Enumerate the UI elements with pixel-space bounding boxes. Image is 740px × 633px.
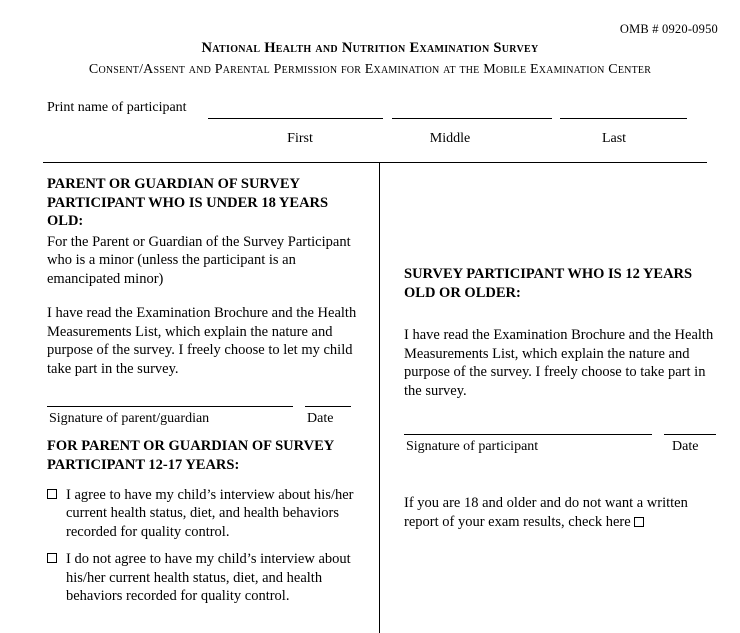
label-last: Last [601,131,627,146]
participant-date-label: Date [672,439,699,455]
parent-guardian-heading: PARENT OR GUARDIAN OF SURVEY PARTICIPANT WHO IS UNDER 18 YEARS OLD: [47,176,329,230]
omb-number: OMB # 0920-0950 [619,22,718,36]
name-column-labels [47,131,707,151]
name-field-middle[interactable] [392,118,552,119]
parent-date-label: Date [307,411,334,427]
checkbox-no-report-icon[interactable] [634,517,644,527]
participant-heading: SURVEY PARTICIPANT WHO IS 12 YEARS OLD OR OLDER: [404,266,693,301]
participant-signature-line[interactable] [404,434,652,435]
participant-section [404,265,716,531]
agree-recording-label: I agree to have my child’s interview about his/her current health status, diet, and health behaviors recorded for quality control. [66,486,354,540]
participant-name-row [47,100,707,124]
participant-consent-text: I have read the Examination Brochure and the Health Measurements List, which explain the nature and purpose of the survey. I freely choose to take part in the survey. [404,327,714,399]
participant-name-label: Print name of participant [47,100,187,115]
parent-guardian-consent-text: I have read the Examination Brochure and the Health Measurements List, which explain the nature and purpose of the survey. I freely choose to let my child take part in the survey. [47,305,357,377]
label-first: First [287,131,313,146]
page-subtitle: Consent/Assent and Parental Permission for Examination at the Mobile Examination Center [88,62,652,77]
participant-date-line[interactable] [664,434,716,435]
name-field-last[interactable] [560,118,687,119]
disagree-recording-option[interactable] [47,550,359,606]
disagree-recording-label: I do not agree to have my child’s interview about his/her current health status, diet, and health behaviors recorded for quality control. [66,551,351,605]
page-title: National Health and Nutrition Examination Survey [201,40,539,56]
participant-signature-row [404,422,716,456]
written-report-label: If you are 18 and older and do not want a written report of your exam results, check here [404,495,688,530]
parent-signature-row [47,394,359,428]
name-field-first[interactable] [208,118,383,119]
written-report-option[interactable] [404,494,716,531]
checkbox-agree-icon[interactable] [47,489,57,499]
participant-signature-label: Signature of participant [406,439,539,455]
parent-signature-label: Signature of parent/guardian [49,411,210,427]
parent-12-17-heading: FOR PARENT OR GUARDIAN OF SURVEY PARTICIPANT 12-17 YEARS: [47,438,334,474]
parent-guardian-section [47,175,359,606]
label-middle: Middle [429,131,471,146]
parent-date-line[interactable] [305,406,351,407]
section-divider-vertical [379,162,380,633]
checkbox-disagree-icon[interactable] [47,553,57,563]
parent-signature-line[interactable] [47,406,293,407]
section-divider-horizontal [43,162,707,163]
parent-guardian-intro: For the Parent or Guardian of the Survey Participant who is a minor (unless the participant is an emancipated minor) [47,233,351,287]
form-title-block [0,40,740,78]
agree-recording-option[interactable] [47,486,359,542]
